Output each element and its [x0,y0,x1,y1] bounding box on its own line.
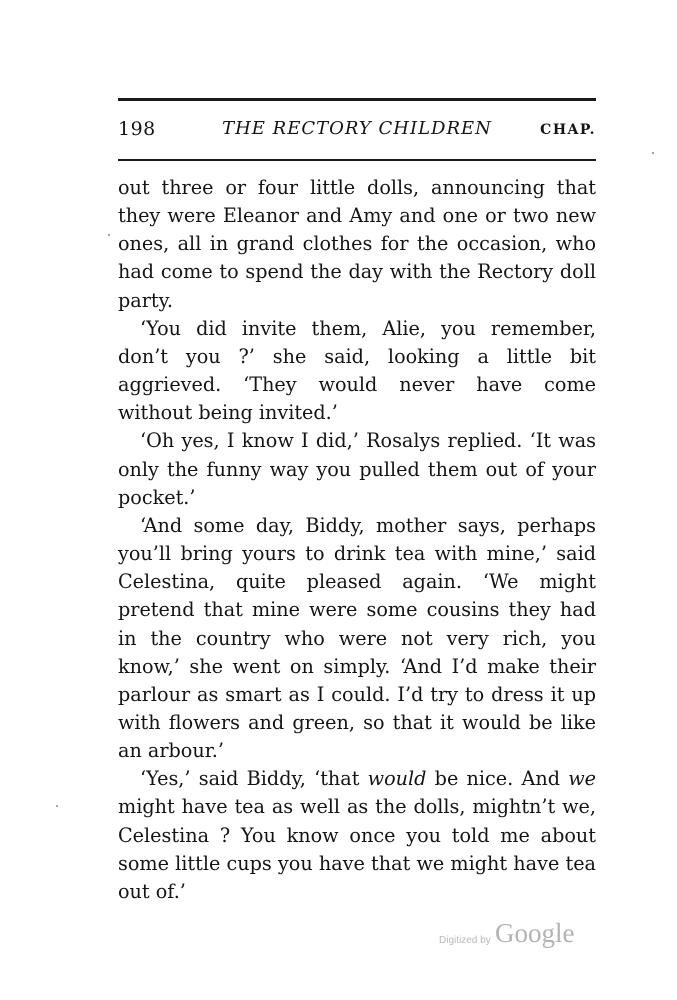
emphasis-would: would [367,767,427,791]
scan-speck [652,152,654,154]
header-top-rule [118,98,596,101]
watermark-prefix: Digitized by [439,935,491,946]
paragraph-5-text-a: ‘Yes,’ said Biddy, ‘that [140,767,368,791]
running-head [118,116,596,142]
page-number: 198 [118,118,156,140]
paragraph-3: ‘Oh yes, I know I did,’ Rosalys replied. ‘It was only the funny way you pulled them out of your pocket.’ [118,429,596,509]
paragraph-5 [118,765,596,906]
header-bottom-rule [118,159,596,161]
emphasis-we: we [568,767,596,791]
paragraph-5-text-b: be nice. And [426,767,569,791]
google-logo: Google [495,918,575,948]
scan-speck [108,234,110,236]
book-title: THE RECTORY CHILDREN [222,118,492,139]
scan-speck [56,805,58,807]
body-text [118,174,596,906]
paragraph-2: ‘You did invite them, Alie, you remember, don’t you ?’ she said, looking a little bit aggrieved. ‘They would never have come without being invited.’ [118,316,596,425]
paragraph-5-text-c: might have tea as well as the dolls, mightn’t we, Celestina ? You know once you told me about some little cups you have that we might have tea out of.’ [118,795,596,903]
paragraph-4: ‘And some day, Biddy, mother says, perhaps you’ll bring yours to drink tea with mine,’ said Celestina, quite pleased again. ‘We might pretend that mine were some cousins they had in the country who were not very rich, you know,’ she went on simply. ‘And I’d make their parlour as smart as I could. I’d try to dress it up with flowers and green, so that it would be like an arbour.’ [118,513,596,763]
paragraph-1: out three or four little dolls, announcing that they were Eleanor and Amy and one or two new ones, all in grand clothes for the occasion, who had come to spend the day with the Rectory doll party. [118,176,596,312]
chapter-label: CHAP. [540,122,596,138]
